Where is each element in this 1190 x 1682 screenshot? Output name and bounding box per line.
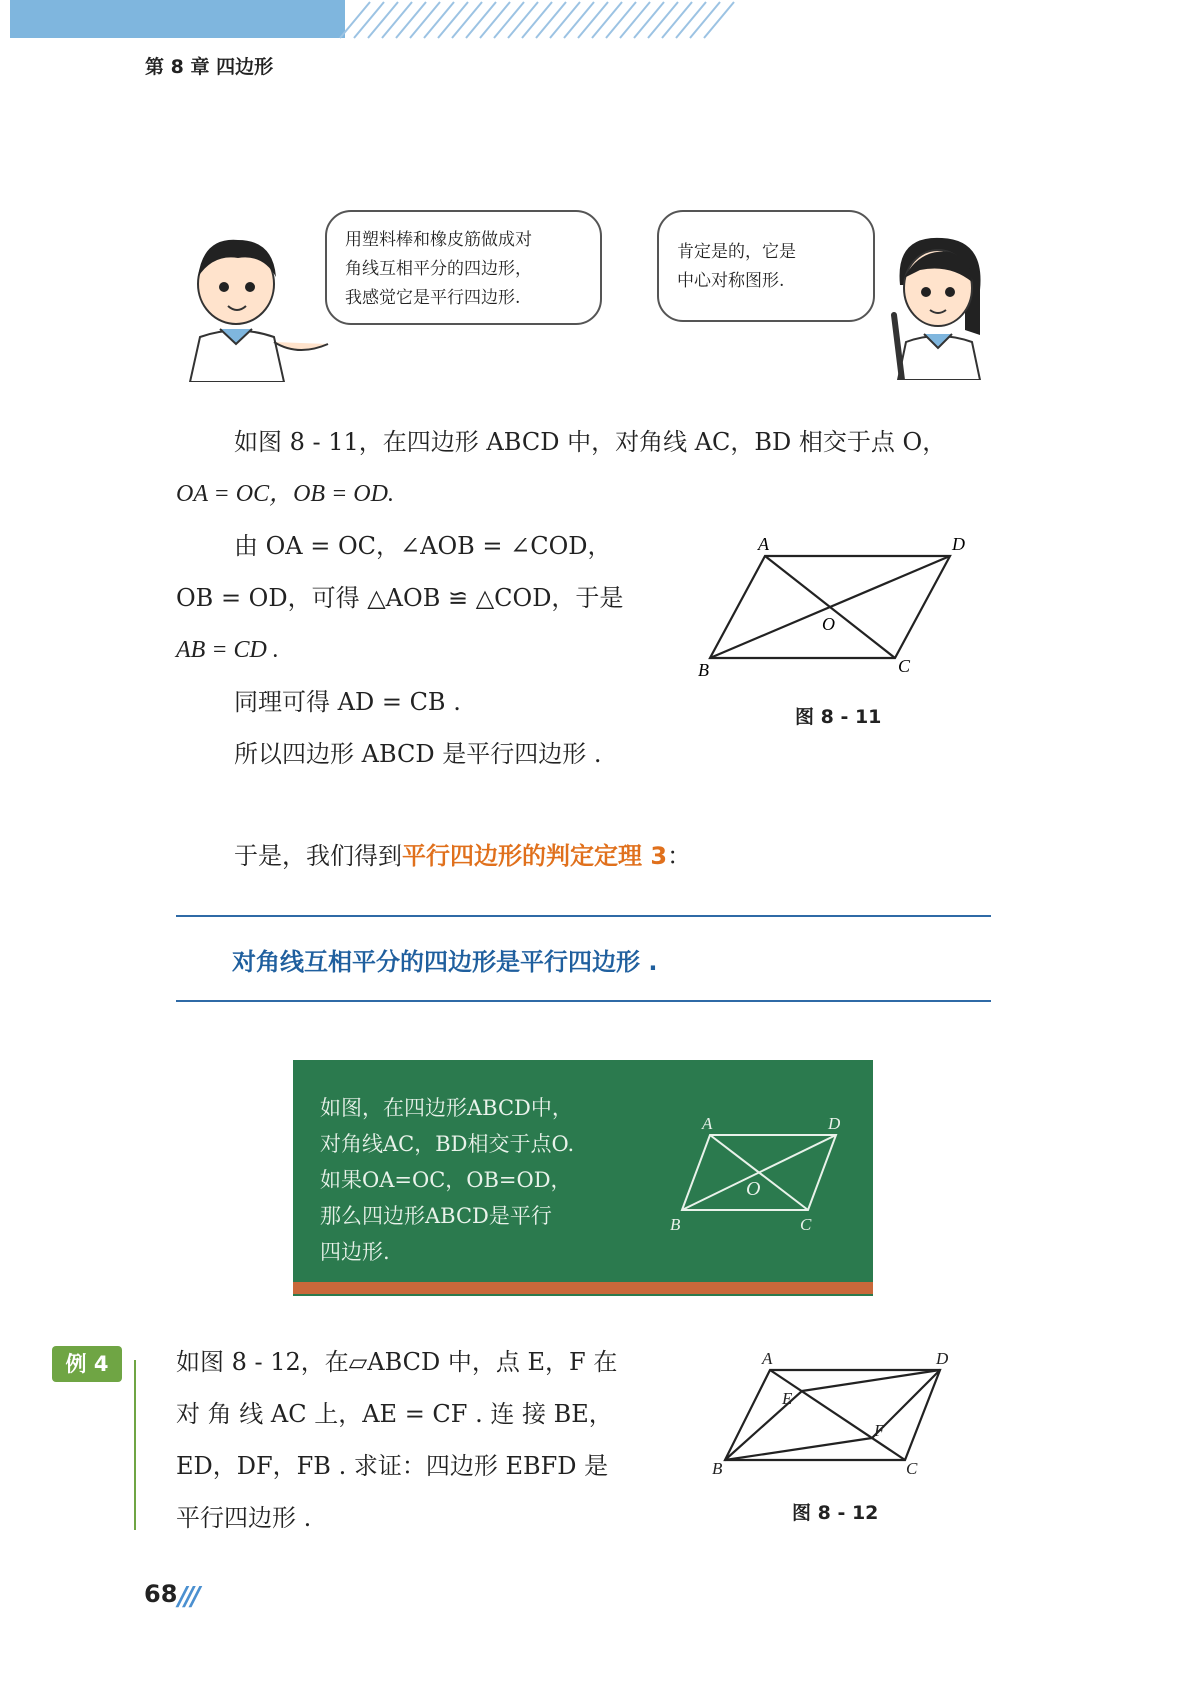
figure-8-11	[690, 530, 980, 680]
boy-illustration	[178, 232, 348, 382]
proof-line-6: 同理可得 AD = CB .	[234, 688, 461, 716]
theorem-colon: ：	[667, 842, 692, 870]
proof-line-5: AB = CD .	[176, 637, 279, 663]
board-label-d: D	[828, 1115, 841, 1133]
board-label-c: C	[800, 1215, 812, 1234]
blackboard-line: 四边形.	[320, 1240, 390, 1264]
proof-line-3: 由 OA = OC，∠AOB = ∠COD，	[234, 532, 612, 560]
girl-speech-bubble	[657, 210, 875, 322]
boy-speech-bubble	[325, 210, 602, 325]
header-hatch	[330, 0, 750, 40]
theorem-intro	[234, 830, 691, 882]
proof-line-7: 所以四边形 ABCD 是平行四边形 .	[234, 740, 602, 768]
fig812-label-e: E	[782, 1389, 793, 1408]
board-label-b: B	[670, 1215, 681, 1234]
boy-bubble-line: 角线互相平分的四边形，	[345, 259, 532, 279]
blackboard-text	[320, 1090, 574, 1270]
figure-8-12-caption: 图 8 - 12	[792, 1502, 879, 1524]
board-label-a: A	[702, 1115, 713, 1133]
girl-bubble-line: 中心对称图形.	[677, 271, 785, 291]
blackboard-line: 如果OA=OC，OB=OD，	[320, 1168, 572, 1192]
fig812-label-a: A	[762, 1350, 773, 1368]
proof-line-2: OA = OC，OB = OD.	[176, 481, 394, 507]
boy-bubble-line: 我感觉它是平行四边形.	[345, 288, 521, 308]
blackboard-line: 如图，在四边形ABCD中，	[320, 1096, 573, 1120]
page-mark: ///	[178, 1582, 198, 1612]
header-bar	[10, 0, 345, 38]
blackboard-line: 那么四边形ABCD是平行	[320, 1204, 552, 1228]
fig812-label-f: F	[874, 1421, 885, 1440]
figure-8-11-caption: 图 8 - 11	[795, 706, 882, 728]
chapter-heading: 第 8 章 四边形	[145, 56, 274, 78]
example-line-4: 平行四边形 .	[176, 1504, 312, 1532]
fig811-label-b: B	[698, 660, 709, 680]
proof-line-4: OB = OD，可得 △AOB ≌ △COD，于是	[176, 584, 624, 612]
theorem-statement: 对角线互相平分的四边形是平行四边形 .	[232, 948, 658, 976]
theorem-rule-top	[176, 915, 991, 917]
fig812-label-d: D	[936, 1350, 949, 1368]
fig811-label-o: O	[822, 614, 835, 634]
blackboard-ledge	[293, 1282, 873, 1294]
fig811-label-c: C	[898, 656, 911, 676]
page-number: 68	[144, 1580, 178, 1608]
proof-line-1: 如图 8 - 11，在四边形 ABCD 中，对角线 AC，BD 相交于点 O，	[234, 428, 947, 456]
board-label-o: O	[746, 1178, 761, 1200]
fig811-label-d: D	[952, 534, 965, 554]
example-line-3: ED，DF，FB . 求证：四边形 EBFD 是	[176, 1452, 609, 1480]
girl-illustration	[880, 230, 1000, 380]
figure-8-12	[700, 1350, 970, 1480]
blackboard-line: 对角线AC，BD相交于点O.	[320, 1132, 575, 1156]
girl-bubble-line: 肯定是的，它是	[677, 242, 796, 262]
theorem-rule-bottom	[176, 1000, 991, 1002]
example-line-1: 如图 8 - 12，在▱ABCD 中，点 E，F 在	[176, 1348, 618, 1376]
blackboard-figure	[668, 1115, 858, 1235]
example-line-2: 对 角 线 AC 上，AE = CF . 连 接 BE，	[176, 1400, 613, 1428]
example-side-line	[134, 1360, 136, 1530]
boy-bubble-line: 用塑料棒和橡皮筋做成对	[345, 230, 532, 250]
fig812-label-b: B	[712, 1459, 723, 1478]
theorem-intro-text: 于是，我们得到	[234, 842, 402, 870]
fig811-label-a: A	[758, 534, 769, 554]
fig812-label-c: C	[906, 1459, 918, 1478]
example-tag: 例 4	[52, 1346, 122, 1382]
theorem-name: 平行四边形的判定定理 3	[402, 842, 668, 870]
